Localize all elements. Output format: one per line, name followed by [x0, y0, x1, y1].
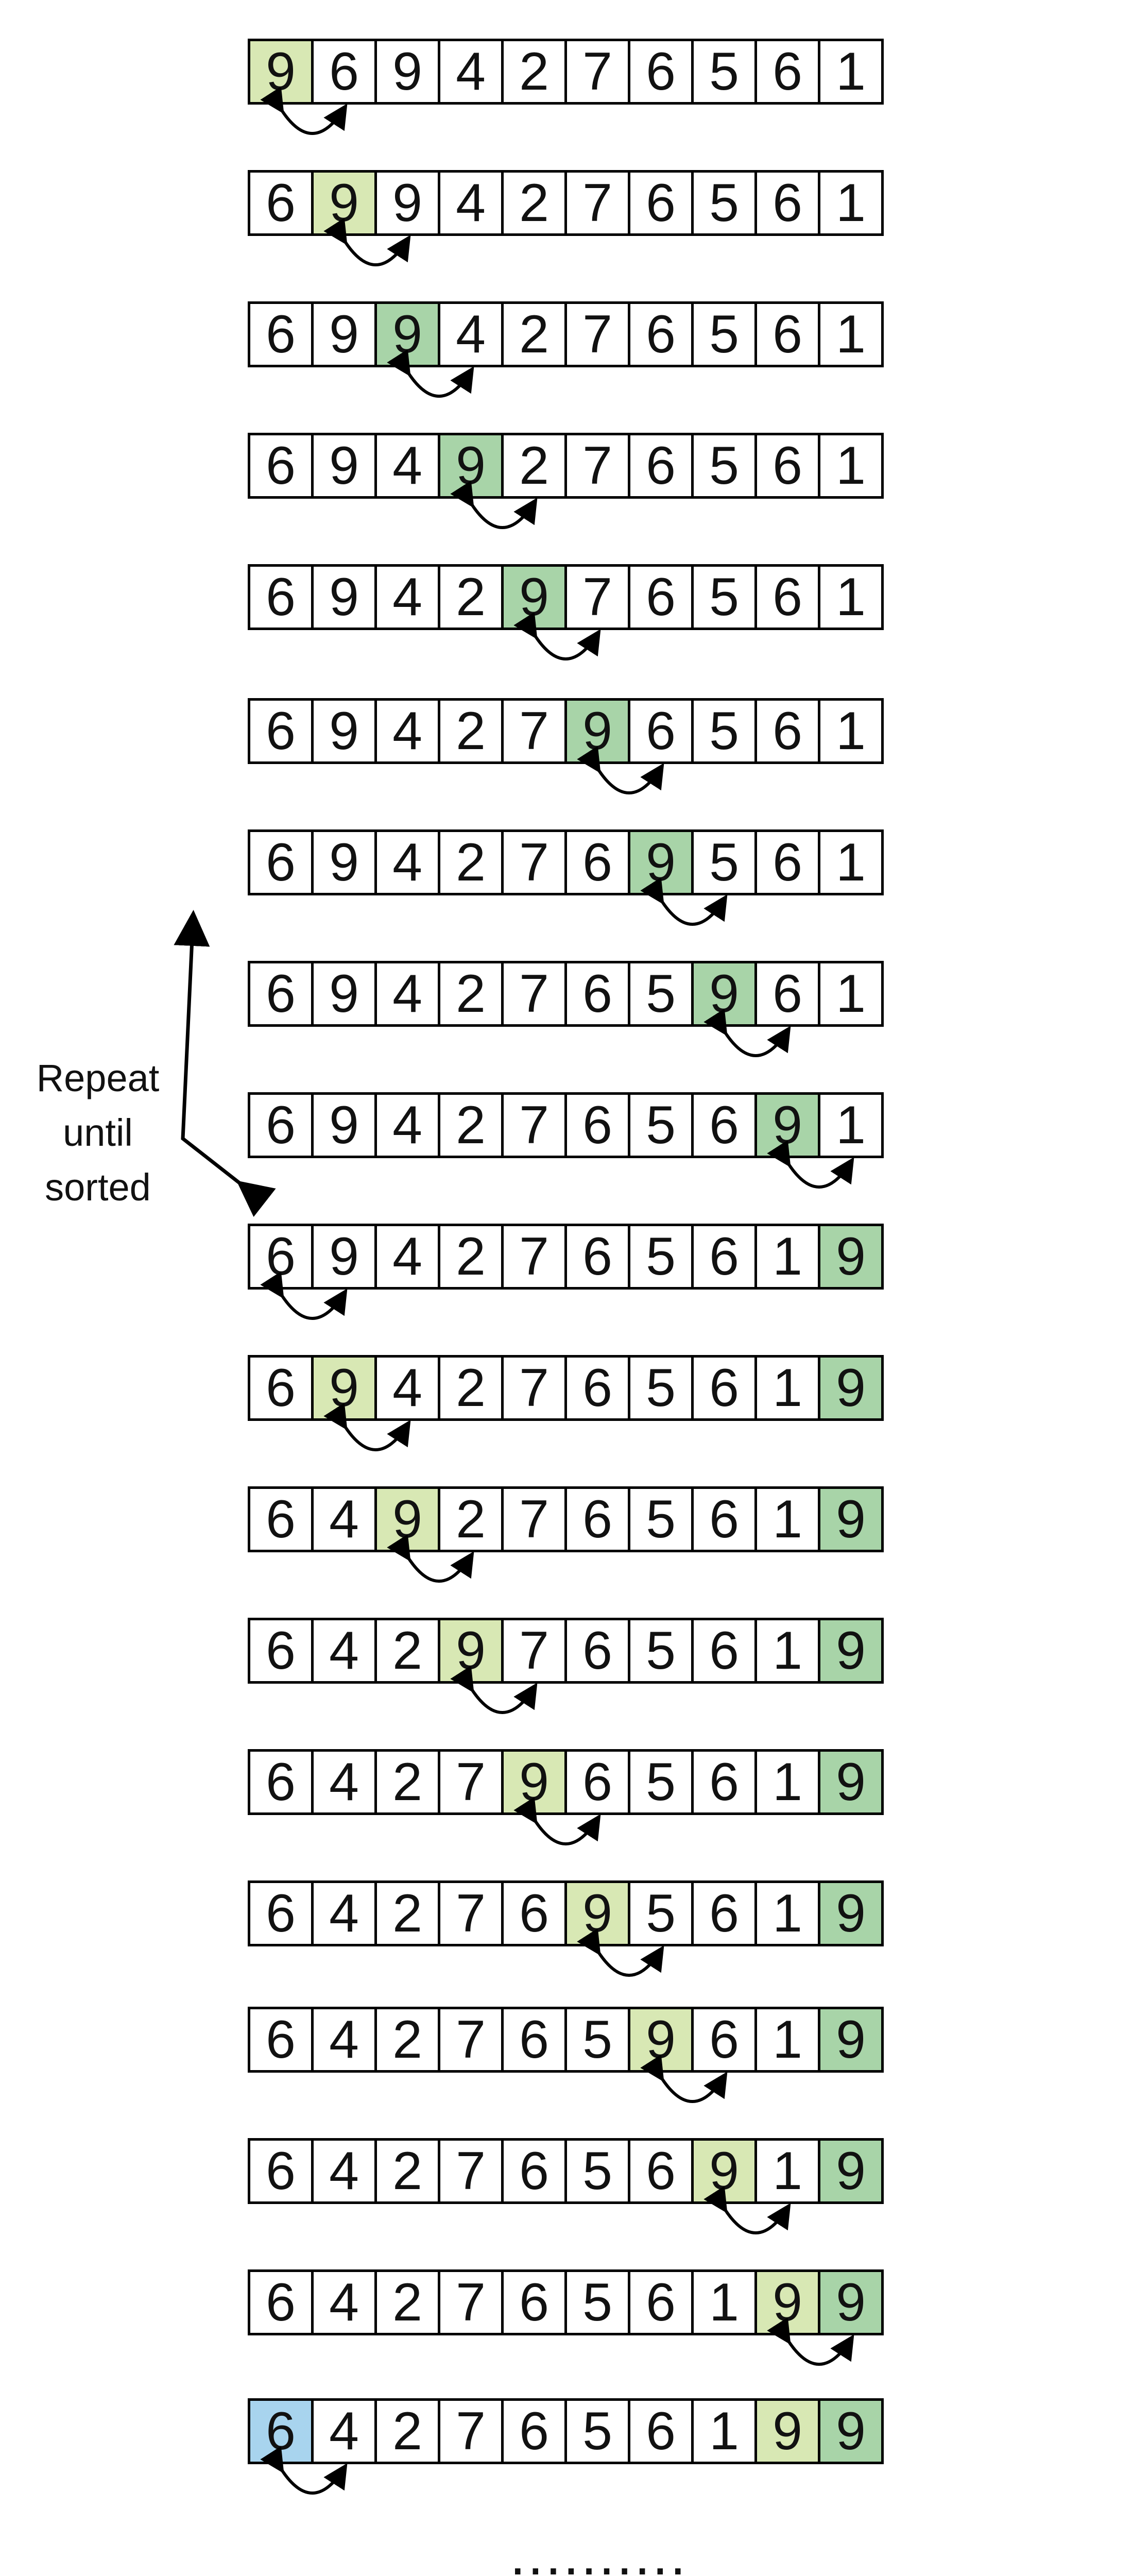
array-cell: 6: [248, 2007, 314, 2073]
array-cell: 5: [691, 170, 757, 236]
array-cell: 9: [628, 829, 694, 895]
array-cell: 5: [564, 2398, 630, 2464]
swap-arrow-icon: [460, 496, 544, 542]
array-cell: 6: [501, 2138, 567, 2204]
array-cell: 4: [374, 1355, 440, 1421]
array-cell: 9: [754, 2398, 820, 2464]
array-cell: 2: [374, 1618, 440, 1684]
array-cell: 9: [501, 1749, 567, 1815]
array-cell: 9: [628, 2007, 694, 2073]
array-cell: 7: [501, 961, 567, 1027]
array-cell: 6: [564, 1618, 630, 1684]
swap-arrow-icon: [270, 101, 354, 148]
array-cell: 6: [248, 698, 314, 764]
array-row: [248, 829, 884, 895]
array-cell: 4: [374, 1224, 440, 1290]
array-cell: 1: [818, 564, 884, 630]
array-cell: 6: [248, 2269, 314, 2335]
array-cell: 5: [628, 961, 694, 1027]
array-cell: 9: [374, 39, 440, 105]
array-cell: 6: [628, 433, 694, 499]
swap-arrow-icon: [524, 1812, 608, 1858]
swap-arrow-icon: [650, 2070, 734, 2116]
swap-arrow-icon: [334, 233, 418, 279]
array-cell: 6: [564, 1355, 630, 1421]
array-cell: 6: [754, 829, 820, 895]
array-cell: 6: [248, 829, 314, 895]
array-row: [248, 1749, 884, 1815]
swap-arrow-icon: [587, 1943, 671, 1990]
swap-arrow-icon: [270, 2461, 354, 2507]
array-cell: 9: [818, 2007, 884, 2073]
swap-arrow-icon: [397, 364, 481, 411]
array-cell: 1: [754, 1749, 820, 1815]
array-cell: 2: [438, 1355, 504, 1421]
array-cell: 9: [374, 170, 440, 236]
array-cell: 2: [438, 698, 504, 764]
array-row: [248, 1880, 884, 1946]
array-cell: 1: [754, 1224, 820, 1290]
array-cell: 1: [754, 2138, 820, 2204]
array-cell: 5: [628, 1486, 694, 1552]
array-cell: 6: [248, 301, 314, 367]
array-cell: 4: [374, 564, 440, 630]
array-cell: 7: [501, 1486, 567, 1552]
array-cell: 7: [438, 1880, 504, 1946]
array-cell: 4: [311, 2138, 377, 2204]
array-cell: 5: [564, 2269, 630, 2335]
array-cell: 9: [311, 433, 377, 499]
array-cell: 6: [628, 170, 694, 236]
array-row: [248, 2269, 884, 2335]
array-cell: 1: [754, 2007, 820, 2073]
array-cell: 9: [311, 961, 377, 1027]
array-cell: 6: [248, 433, 314, 499]
array-cell: 6: [248, 170, 314, 236]
array-cell: 4: [311, 1618, 377, 1684]
swap-arrow-icon: [397, 1549, 481, 1596]
array-row: [248, 564, 884, 630]
array-cell: 1: [818, 301, 884, 367]
array-cell: 7: [564, 39, 630, 105]
array-cell: 4: [311, 1880, 377, 1946]
array-cell: 6: [564, 829, 630, 895]
array-cell: 9: [818, 1486, 884, 1552]
array-cell: 6: [248, 2398, 314, 2464]
array-cell: 4: [311, 2269, 377, 2335]
array-cell: 6: [311, 39, 377, 105]
ellipsis: ..........: [510, 2523, 688, 2576]
array-cell: 9: [818, 1618, 884, 1684]
array-cell: 9: [311, 1355, 377, 1421]
array-cell: 6: [628, 301, 694, 367]
array-cell: 7: [564, 433, 630, 499]
array-cell: 6: [501, 2007, 567, 2073]
array-cell: 5: [691, 39, 757, 105]
array-cell: 9: [438, 1618, 504, 1684]
array-cell: 4: [438, 39, 504, 105]
array-cell: 1: [754, 1880, 820, 1946]
array-cell: 7: [564, 564, 630, 630]
array-cell: 5: [691, 433, 757, 499]
array-cell: 6: [248, 2138, 314, 2204]
array-cell: 9: [691, 2138, 757, 2204]
array-cell: 2: [438, 1092, 504, 1158]
array-cell: 9: [818, 1355, 884, 1421]
array-cell: 4: [311, 1749, 377, 1815]
array-cell: 6: [628, 2138, 694, 2204]
array-cell: 7: [501, 1355, 567, 1421]
array-cell: 6: [248, 564, 314, 630]
array-cell: 5: [628, 1224, 694, 1290]
array-cell: 5: [628, 1880, 694, 1946]
array-cell: 7: [501, 829, 567, 895]
array-cell: 4: [374, 829, 440, 895]
array-cell: 7: [564, 301, 630, 367]
array-cell: 9: [691, 961, 757, 1027]
array-cell: 7: [438, 2007, 504, 2073]
array-cell: 7: [438, 2269, 504, 2335]
array-cell: 4: [311, 2398, 377, 2464]
repeat-label-line: until: [63, 1111, 133, 1154]
array-cell: 6: [691, 2007, 757, 2073]
array-cell: 5: [564, 2138, 630, 2204]
array-cell: 1: [818, 433, 884, 499]
array-cell: 6: [691, 1749, 757, 1815]
array-cell: 6: [501, 2269, 567, 2335]
array-row: [248, 698, 884, 764]
array-cell: 1: [818, 39, 884, 105]
array-cell: 6: [628, 2269, 694, 2335]
array-cell: 6: [754, 301, 820, 367]
array-cell: 7: [564, 170, 630, 236]
array-cell: 6: [501, 1880, 567, 1946]
array-cell: 4: [374, 1092, 440, 1158]
array-cell: 6: [564, 1486, 630, 1552]
array-cell: 5: [628, 1749, 694, 1815]
array-cell: 2: [374, 2138, 440, 2204]
array-cell: 7: [501, 698, 567, 764]
array-cell: 1: [691, 2269, 757, 2335]
array-cell: 6: [248, 1486, 314, 1552]
array-cell: 4: [374, 698, 440, 764]
array-cell: 5: [691, 698, 757, 764]
array-cell: 6: [691, 1092, 757, 1158]
array-cell: 6: [754, 170, 820, 236]
array-cell: 2: [374, 2007, 440, 2073]
array-cell: 9: [374, 301, 440, 367]
array-cell: 6: [248, 1355, 314, 1421]
array-cell: 6: [248, 1618, 314, 1684]
array-cell: 5: [691, 301, 757, 367]
swap-arrow-icon: [524, 627, 608, 673]
array-cell: 1: [818, 961, 884, 1027]
array-cell: 6: [501, 2398, 567, 2464]
swap-arrow-icon: [714, 2201, 798, 2247]
array-row: [248, 1092, 884, 1158]
array-cell: 2: [374, 1880, 440, 1946]
array-cell: 1: [818, 170, 884, 236]
array-cell: 1: [691, 2398, 757, 2464]
array-cell: 6: [564, 1092, 630, 1158]
array-row: [248, 1618, 884, 1684]
array-cell: 7: [501, 1092, 567, 1158]
array-cell: 1: [754, 1486, 820, 1552]
array-cell: 6: [691, 1355, 757, 1421]
array-row: [248, 433, 884, 499]
array-cell: 7: [501, 1618, 567, 1684]
array-cell: 6: [248, 961, 314, 1027]
array-cell: 9: [311, 1224, 377, 1290]
array-row: [248, 961, 884, 1027]
array-cell: 9: [754, 2269, 820, 2335]
array-cell: 6: [564, 1224, 630, 1290]
array-cell: 2: [438, 961, 504, 1027]
array-cell: 9: [374, 1486, 440, 1552]
array-cell: 9: [818, 2398, 884, 2464]
array-cell: 9: [311, 1092, 377, 1158]
array-cell: 5: [564, 2007, 630, 2073]
array-cell: 4: [311, 1486, 377, 1552]
array-cell: 9: [311, 698, 377, 764]
array-cell: 9: [501, 564, 567, 630]
array-cell: 6: [691, 1618, 757, 1684]
array-row: [248, 2138, 884, 2204]
array-cell: 2: [438, 1224, 504, 1290]
swap-arrow-icon: [587, 761, 671, 807]
array-cell: 4: [438, 301, 504, 367]
repeat-label-line: sorted: [45, 1166, 151, 1209]
array-cell: 6: [628, 39, 694, 105]
array-cell: 6: [564, 961, 630, 1027]
array-cell: 9: [311, 301, 377, 367]
array-cell: 6: [691, 1224, 757, 1290]
array-cell: 6: [691, 1486, 757, 1552]
array-row: [248, 170, 884, 236]
array-cell: 6: [248, 1880, 314, 1946]
array-cell: 6: [754, 698, 820, 764]
swap-arrow-icon: [270, 1286, 354, 1333]
swap-arrow-icon: [334, 1418, 418, 1464]
swap-arrow-icon: [650, 892, 734, 939]
array-cell: 4: [374, 433, 440, 499]
array-cell: 5: [691, 564, 757, 630]
array-cell: 7: [438, 1749, 504, 1815]
array-cell: 2: [374, 1749, 440, 1815]
array-cell: 9: [754, 1092, 820, 1158]
array-cell: 9: [564, 1880, 630, 1946]
array-cell: 7: [501, 1224, 567, 1290]
array-cell: 5: [628, 1092, 694, 1158]
array-cell: 9: [818, 1880, 884, 1946]
array-cell: 2: [374, 2398, 440, 2464]
swap-arrow-icon: [777, 1155, 861, 1201]
array-cell: 2: [501, 39, 567, 105]
array-cell: 5: [628, 1618, 694, 1684]
array-cell: 7: [438, 2398, 504, 2464]
array-cell: 2: [438, 829, 504, 895]
array-row: [248, 2007, 884, 2073]
array-cell: 6: [248, 1749, 314, 1815]
array-cell: 2: [501, 433, 567, 499]
repeat-label: [10, 1051, 185, 1215]
array-cell: 6: [628, 2398, 694, 2464]
array-cell: 9: [248, 39, 314, 105]
array-cell: 9: [818, 1749, 884, 1815]
array-row: [248, 1224, 884, 1290]
array-cell: 9: [311, 829, 377, 895]
array-cell: 6: [248, 1224, 314, 1290]
array-cell: 6: [754, 564, 820, 630]
array-cell: 6: [691, 1880, 757, 1946]
array-cell: 6: [628, 564, 694, 630]
array-cell: 9: [564, 698, 630, 764]
array-cell: 7: [438, 2138, 504, 2204]
array-cell: 4: [374, 961, 440, 1027]
array-cell: 6: [754, 39, 820, 105]
array-cell: 2: [501, 301, 567, 367]
swap-arrow-icon: [714, 1024, 798, 1070]
array-cell: 9: [438, 433, 504, 499]
array-row: [248, 39, 884, 105]
array-cell: 1: [818, 829, 884, 895]
swap-arrow-icon: [460, 1681, 544, 1727]
array-cell: 6: [628, 698, 694, 764]
repeat-label-line: Repeat: [36, 1057, 160, 1099]
array-cell: 5: [691, 829, 757, 895]
array-cell: 4: [311, 2007, 377, 2073]
array-cell: 6: [248, 1092, 314, 1158]
array-cell: 9: [311, 170, 377, 236]
array-cell: 9: [818, 2138, 884, 2204]
array-cell: 2: [438, 564, 504, 630]
array-cell: 9: [311, 564, 377, 630]
array-row: [248, 1355, 884, 1421]
array-row: [248, 1486, 884, 1552]
array-cell: 2: [438, 1486, 504, 1552]
array-cell: 4: [438, 170, 504, 236]
swap-arrow-icon: [777, 2332, 861, 2379]
array-cell: 1: [818, 1092, 884, 1158]
array-row: [248, 301, 884, 367]
array-cell: 6: [564, 1749, 630, 1815]
array-cell: 1: [818, 698, 884, 764]
array-cell: 9: [818, 1224, 884, 1290]
array-cell: 2: [501, 170, 567, 236]
array-cell: 1: [754, 1618, 820, 1684]
array-row: [248, 2398, 884, 2464]
array-cell: 9: [818, 2269, 884, 2335]
array-cell: 5: [628, 1355, 694, 1421]
array-cell: 6: [754, 961, 820, 1027]
array-cell: 6: [754, 433, 820, 499]
array-cell: 1: [754, 1355, 820, 1421]
array-cell: 2: [374, 2269, 440, 2335]
